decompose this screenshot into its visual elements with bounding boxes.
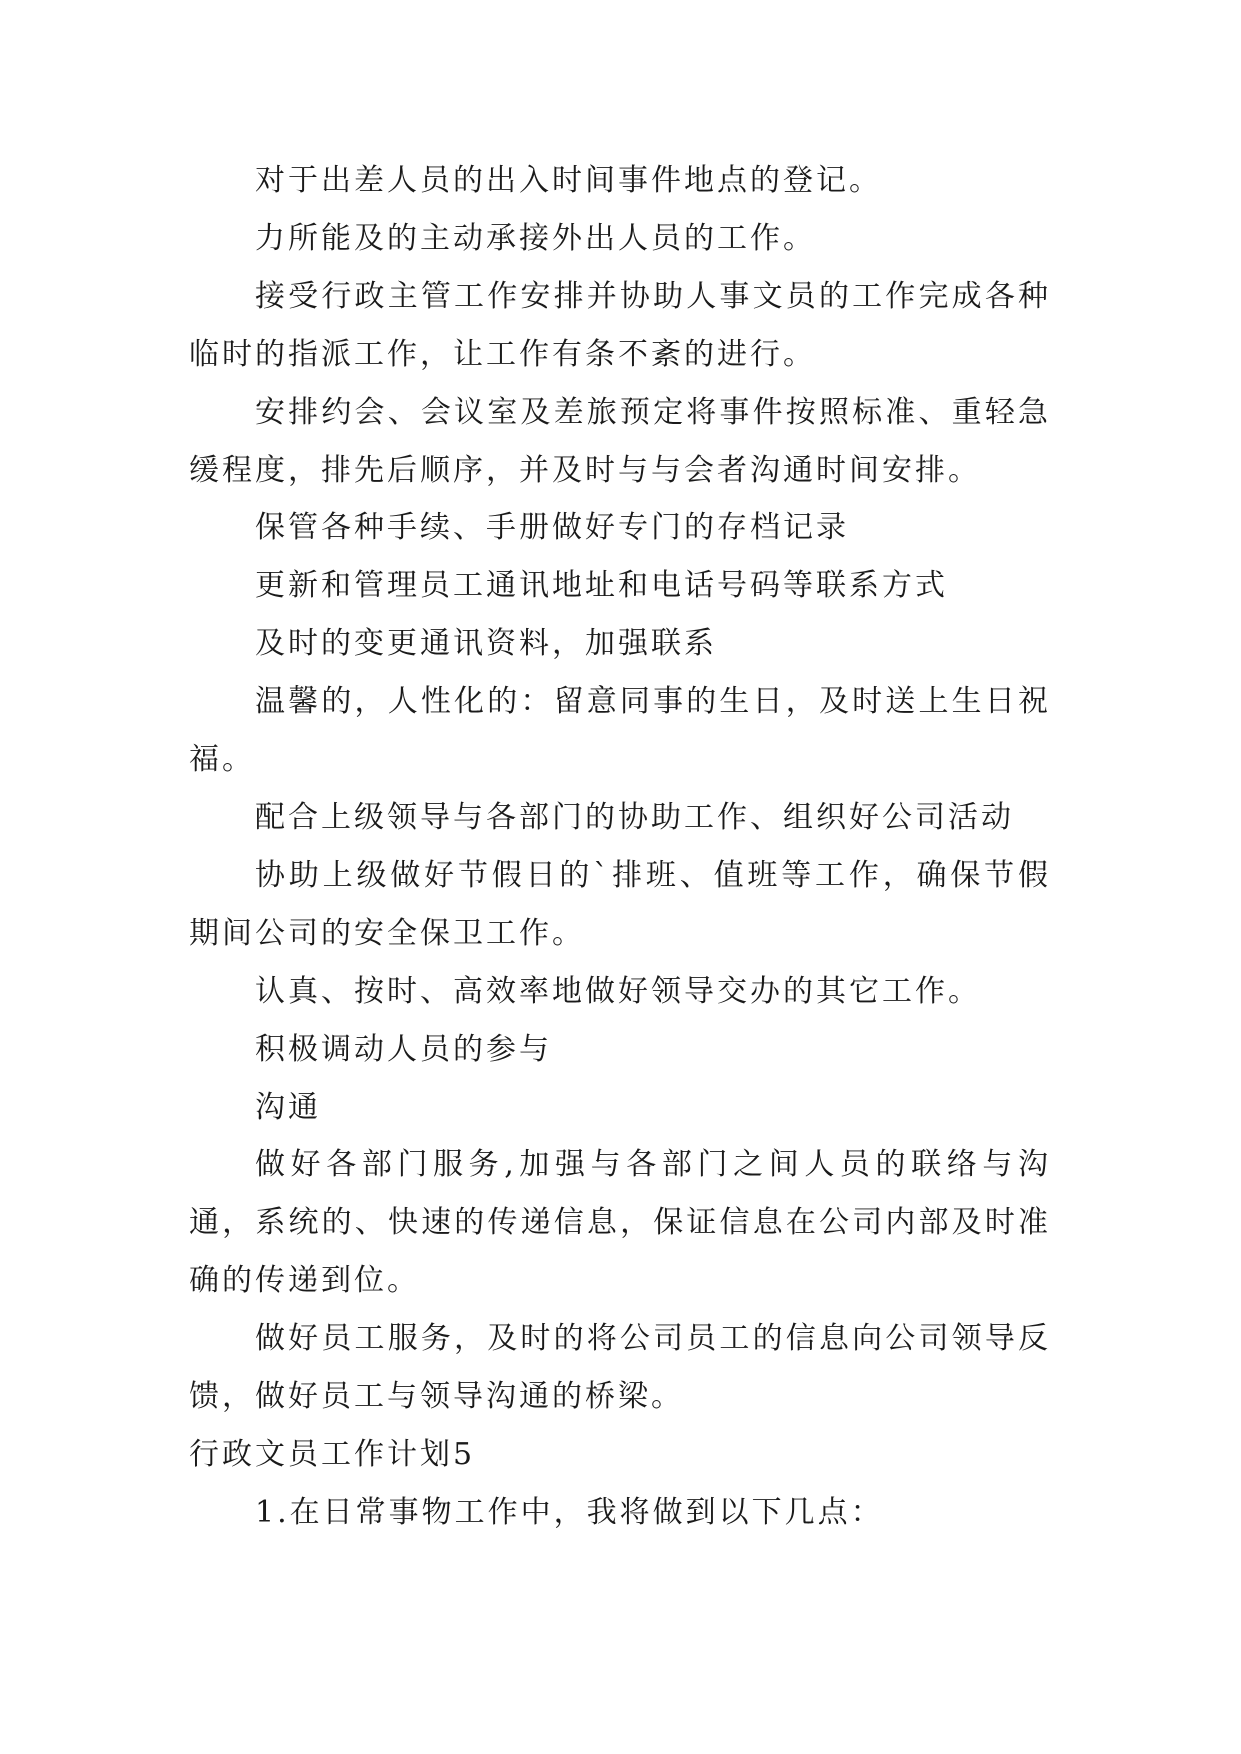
paragraph-12: 积极调动人员的参与: [255, 1031, 552, 1067]
paragraph-9: 配合上级领导与各部门的协助工作、组织好公司活动: [255, 799, 1014, 835]
paragraph-3: 接受行政主管工作安排并协助人事文员的工作完成各种临时的指派工作，让工作有条不紊的进行。: [189, 278, 1051, 372]
paragraph-15: 做好员工服务，及时的将公司员工的信息向公司领导反馈，做好员工与领导沟通的桥梁。: [189, 1321, 1051, 1415]
paragraph-2: 力所能及的主动承接外出人员的工作。: [255, 220, 816, 256]
paragraph-10: 协助上级做好节假日的`排班、值班等工作，确保节假期间公司的安全保卫工作。: [189, 857, 1051, 951]
paragraph-5: 保管各种手续、手册做好专门的存档记录: [255, 510, 849, 546]
document-body: [189, 152, 1051, 1542]
paragraph-1: 对于出差人员的出入时间事件地点的登记。: [255, 163, 882, 198]
paragraph-8: 温馨的，人性化的：留意同事的生日，及时送上生日祝福。: [189, 684, 1051, 778]
paragraph-14: 做好各部门服务,加强与各部门之间人员的联络与沟通，系统的、快速的传递信息，保证信息在公司内部及时准确的传递到位。: [189, 1147, 1051, 1299]
paragraph-13: 沟通: [255, 1089, 321, 1125]
paragraph-7: 及时的变更通讯资料，加强联系: [255, 626, 717, 662]
paragraph-6: 更新和管理员工通讯地址和电话号码等联系方式: [255, 568, 948, 604]
paragraph-4: 安排约会、会议室及差旅预定将事件按照标准、重轻急缓程度，排先后顺序，并及时与与会者沟通时间安排。: [189, 394, 1051, 488]
paragraph-11: 认真、按时、高效率地做好领导交办的其它工作。: [255, 973, 981, 1009]
section-heading: 行政文员工作计划5: [189, 1436, 476, 1472]
paragraph-16: 1.在日常事物工作中，我将做到以下几点：: [255, 1494, 884, 1530]
